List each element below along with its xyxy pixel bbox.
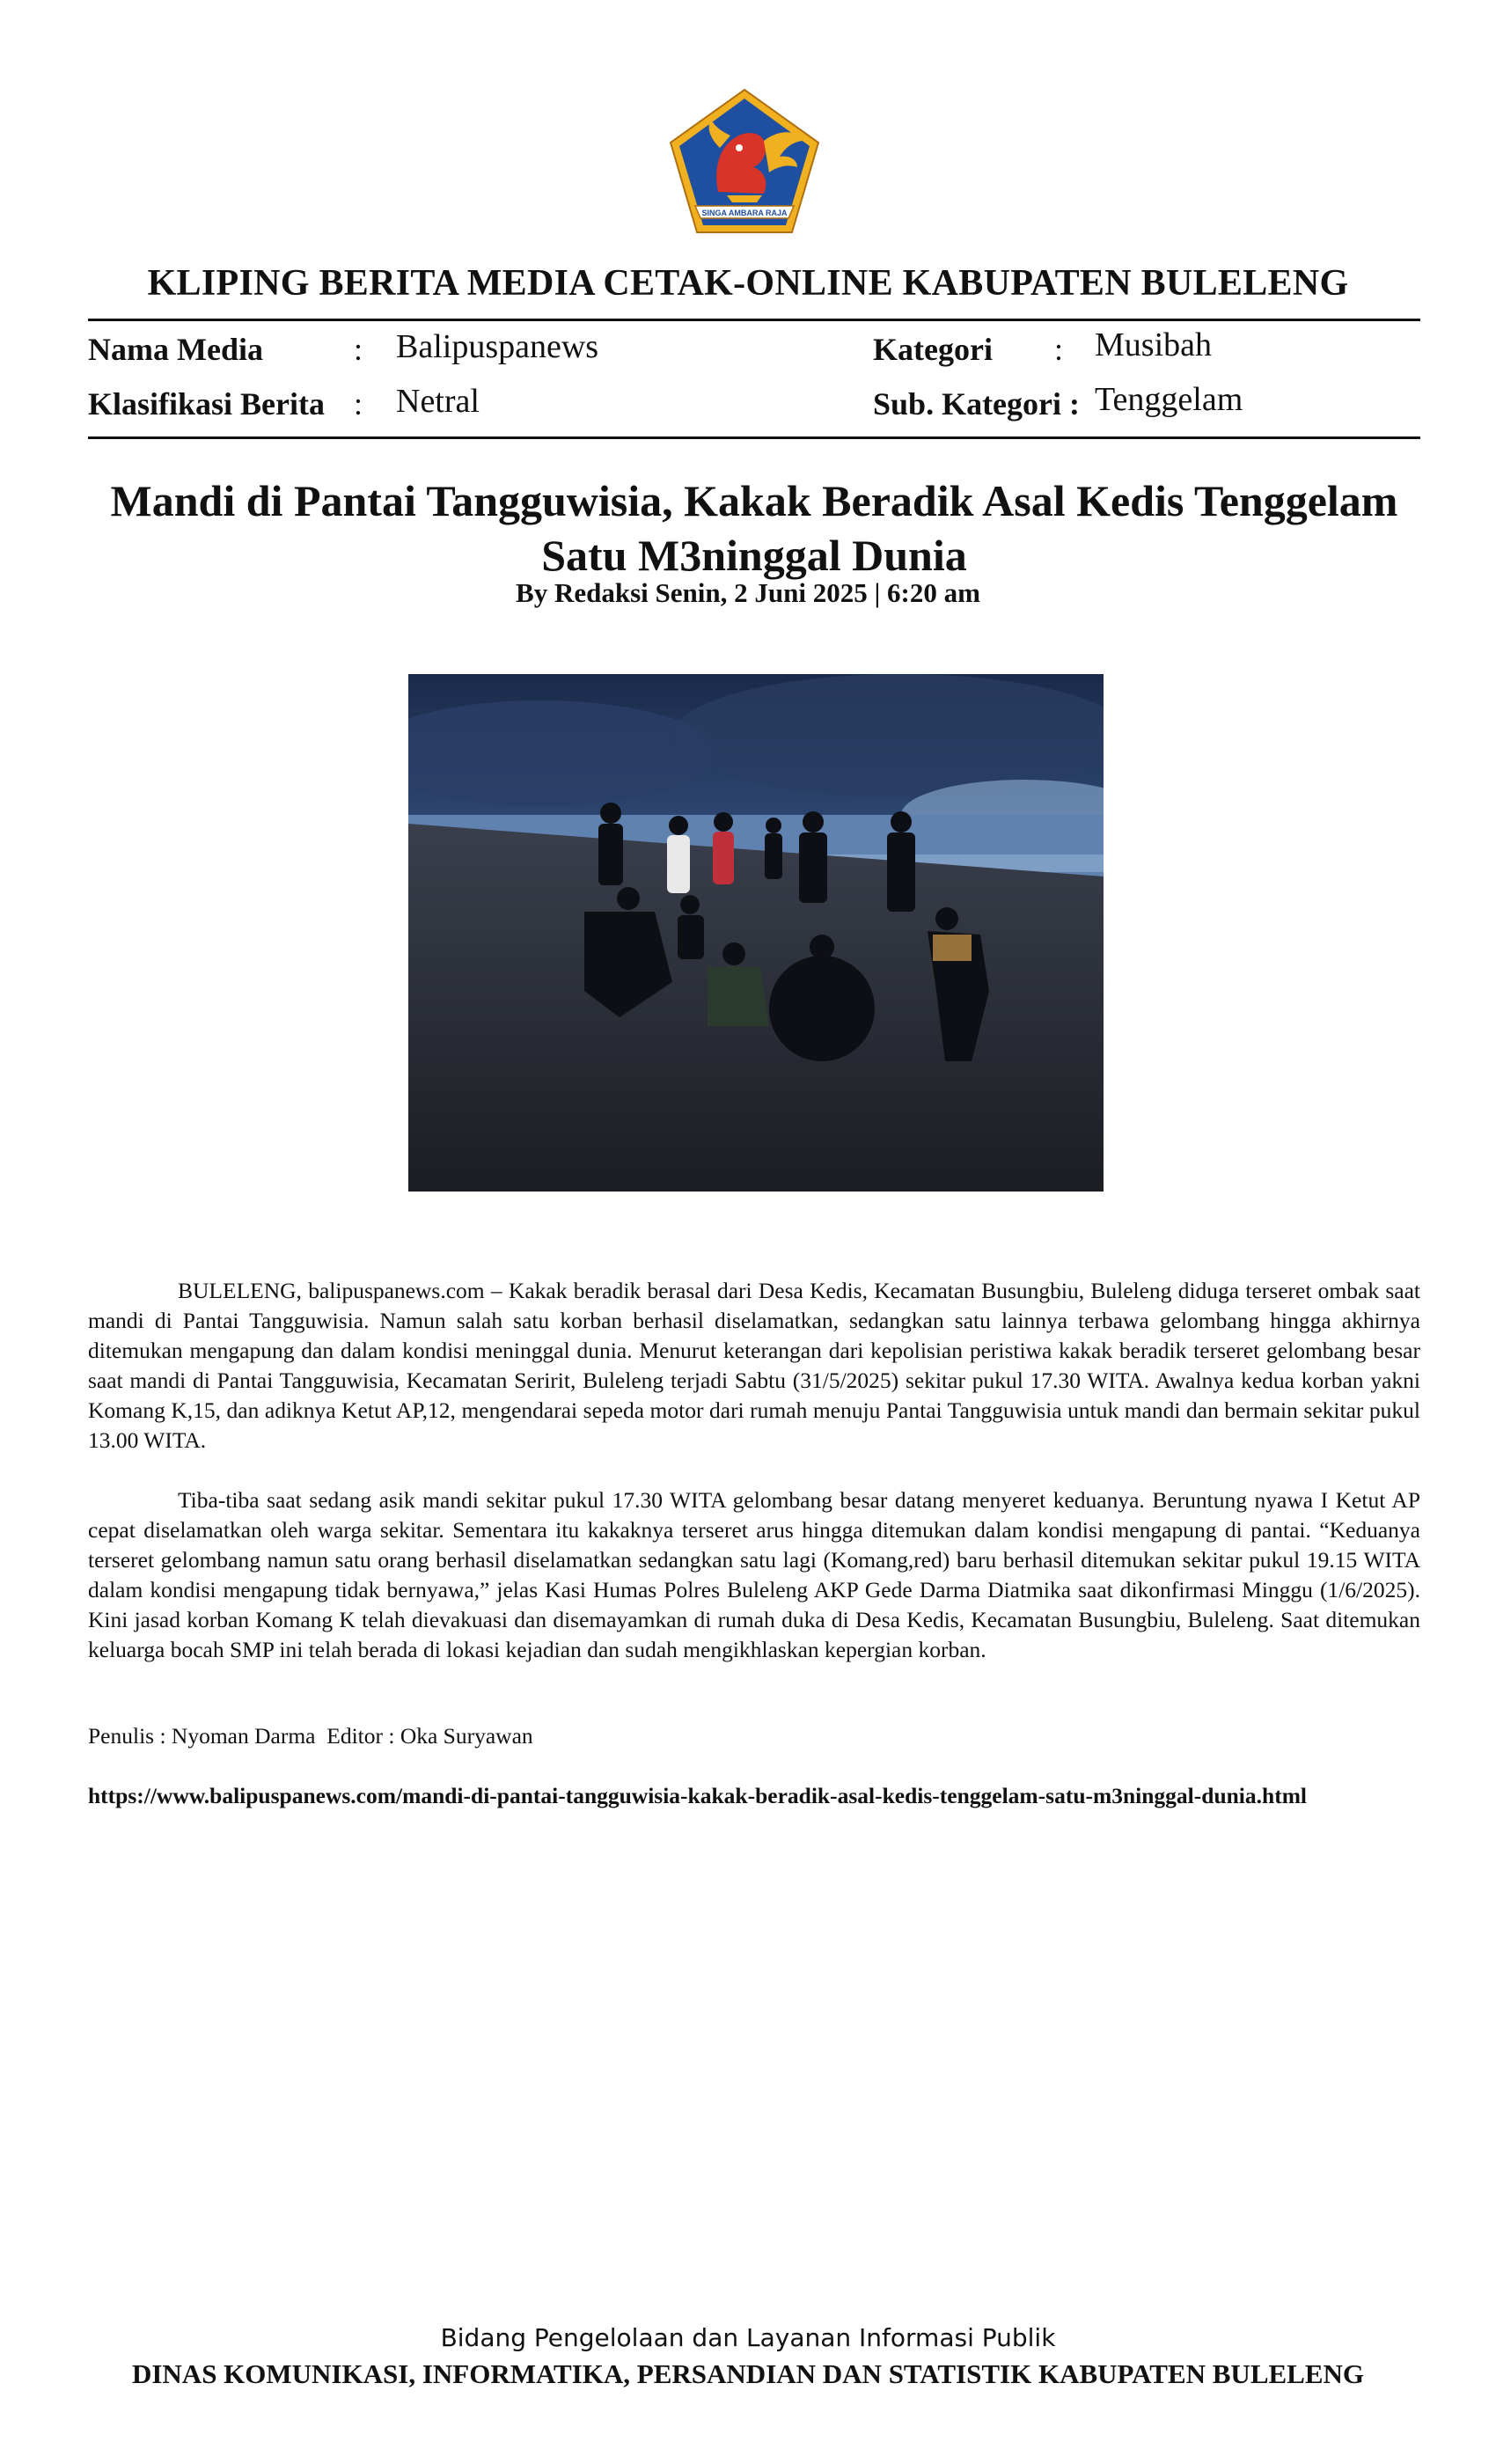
article-paragraph-2: Tiba-tiba saat sedang asik mandi sekitar pukul 17.30 WITA gelombang besar datang menyeret keduanya. Beruntung nyawa I Ketut AP cepat diselamatkan oleh warga sekitar. Sementara itu kakaknya terseret arus hingga ditemukan dalam kondisi mengapung di pantai. “Keduanya terseret gelombang namun satu orang berhasil diselamatkan sedangkan satu lagi (Komang,red) baru berhasil ditemukan sekitar pukul 19.15 WITA dalam kondisi mengapung tidak bernyawa,” jelas Kasi Humas Polres Buleleng AKP Gede Darma Diatmika saat dikonfirmasi Minggu (1/6/2025). Kini jasad korban Komang K telah dievakuasi dan disemayamkan di rumah duka di Desa Kedis, Kecamatan Busungbiu, Buleleng. Saat ditemukan keluarga bocah SMP ini telah berada di lokasi kejadian dan sudah mengikhlaskan kepergian korban. — [88, 1487, 1420, 1662]
document-title: KLIPING BERITA MEDIA CETAK-ONLINE KABUPATEN BULELENG — [147, 263, 1349, 304]
source-url-link[interactable]: https://www.balipuspanews.com/mandi-di-pantai-tangguwisia-kakak-beradik-asal-kedis-tenggelam-satu-m3ninggal-dunia.html — [88, 1783, 1308, 1808]
klasifikasi-colon: : — [354, 386, 363, 422]
subkategori-label: Sub. Kategori : — [873, 386, 1081, 422]
divider-top — [88, 319, 1420, 321]
klasifikasi-label: Klasifikasi Berita — [88, 386, 325, 422]
article-headline — [88, 473, 1420, 583]
emblem-svg — [665, 86, 824, 236]
media-label: Nama Media — [88, 332, 263, 367]
subkategori-value: Tenggelam — [1095, 381, 1243, 418]
news-photo — [408, 674, 1104, 1192]
kategori-value: Musibah — [1095, 326, 1212, 363]
headline-line-2: Satu M3ninggal Dunia — [541, 531, 967, 580]
article-credits: Penulis : Nyoman Darma Editor : Oka Suryawan — [88, 1723, 533, 1749]
kategori-colon: : — [1054, 332, 1064, 367]
kategori-label: Kategori — [873, 332, 993, 367]
article-byline: By Redaksi Senin, 2 Juni 2025 | 6:20 am — [516, 577, 980, 608]
divider-bottom — [88, 436, 1420, 439]
article-paragraph-1: BULELENG, balipuspanews.com – Kakak beradik berasal dari Desa Kedis, Kecamatan Busungbiu, Buleleng diduga terseret ombak saat mandi di Pantai Tangguwisia. Namun salah satu korban berhasil diselamatkan, sedangkan satu lainnya terbawa gelombang hingga akhirnya ditemukan mengapung dan dalam kondisi meninggal dunia. Menurut keterangan dari kepolisian peristiwa kakak beradik terseret gelombang besar saat mandi di Pantai Tangguwisia, Kecamatan Seririt, Buleleng terjadi Sabtu (31/5/2025) sekitar pukul 17.30 WITA. Awalnya kedua korban yakni Komang K,15, dan adiknya Ketut AP,12, mengendarai sepeda motor dari rumah menuju Pantai Tangguwisia untuk mandi dan bermain sekitar pukul 13.00 WITA. — [88, 1278, 1420, 1453]
headline-line-1: Mandi di Pantai Tangguwisia, Kakak Beradik Asal Kedis Tenggelam — [110, 476, 1398, 525]
media-colon: : — [354, 332, 363, 367]
logo-ribbon-text: SINGA AMBARA RAJA — [701, 209, 788, 217]
buleleng-emblem-logo — [665, 86, 824, 236]
photo-beach-scene — [408, 674, 1104, 1192]
footer-agency: DINAS KOMUNIKASI, INFORMATIKA, PERSANDIAN DAN STATISTIK KABUPATEN BULELENG — [131, 2358, 1365, 2389]
footer-department: Bidang Pengelolaan dan Layanan Informasi Publik — [440, 2323, 1056, 2352]
media-value: Balipuspanews — [396, 328, 599, 365]
klasifikasi-value: Netral — [396, 383, 480, 420]
